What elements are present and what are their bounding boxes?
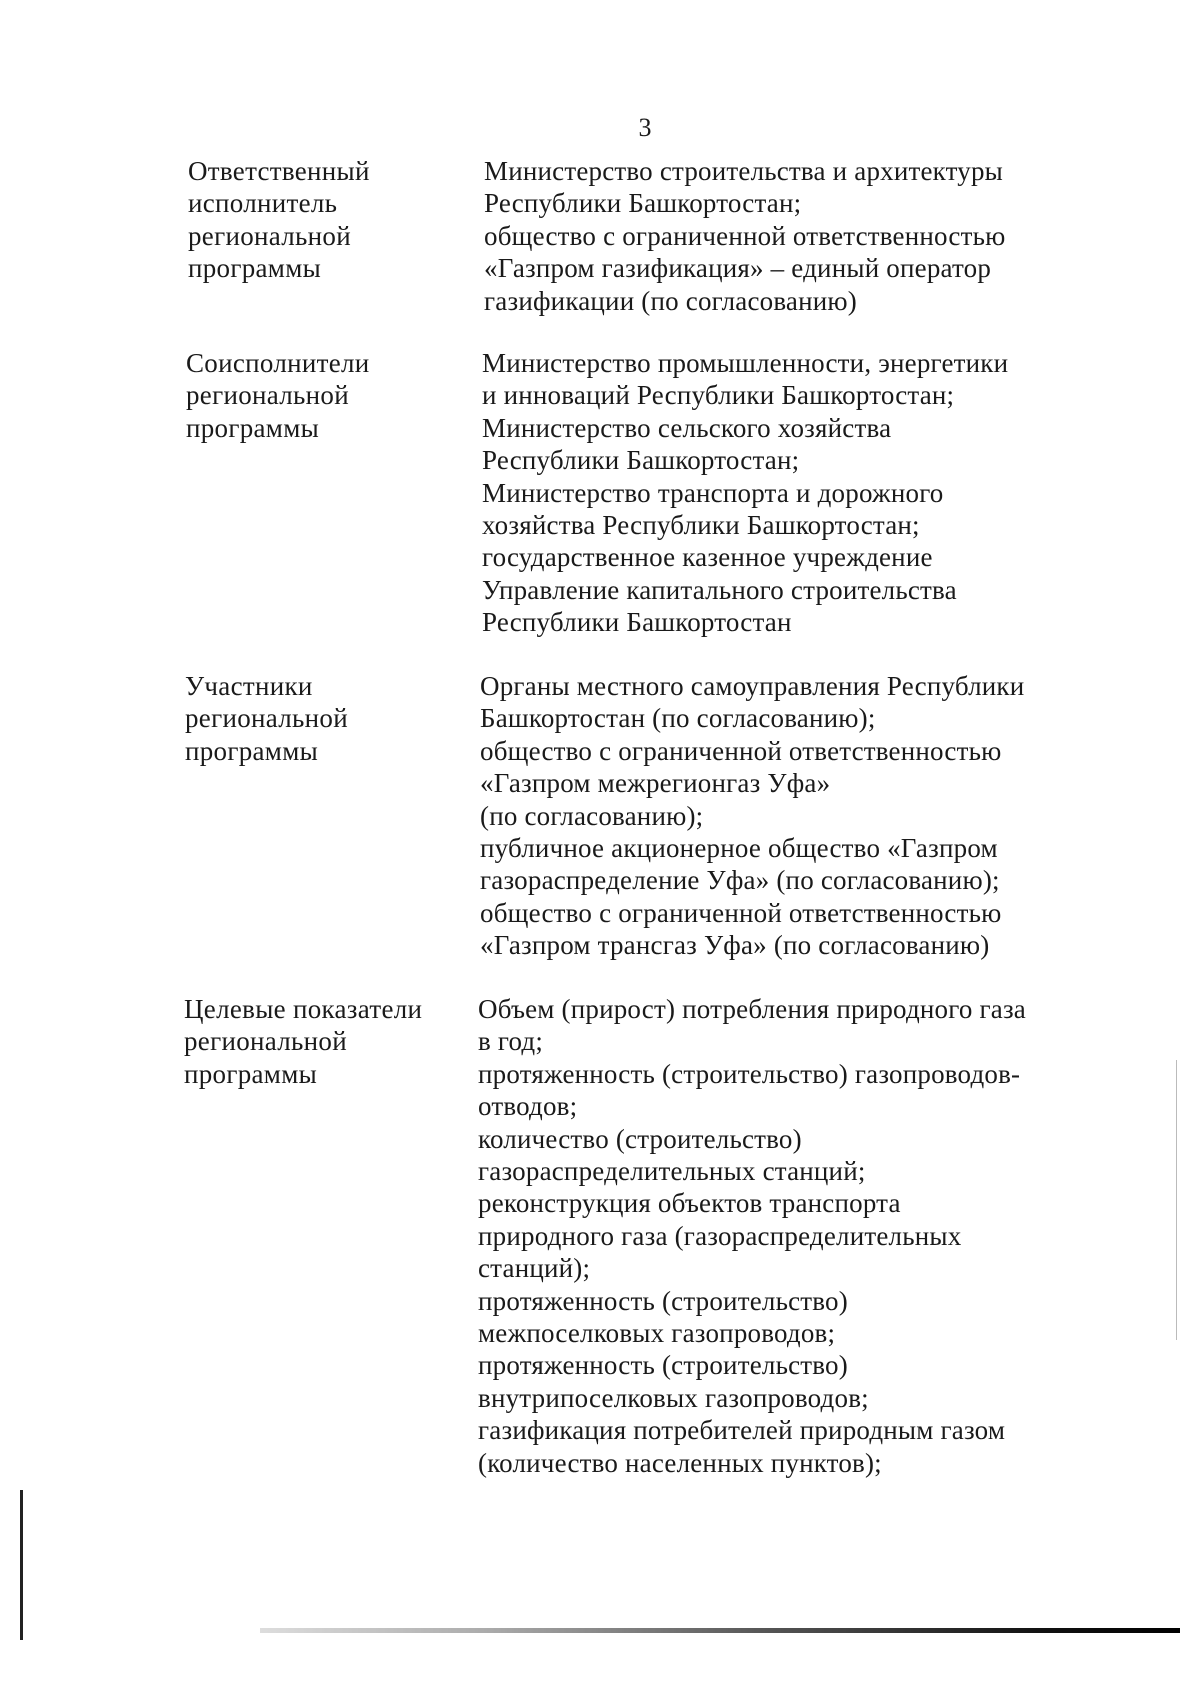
content-line: Республики Башкортостан [482, 607, 792, 638]
label-line: региональной [185, 703, 348, 734]
content-line: природного газа (газораспределительных [478, 1220, 962, 1251]
content-line: общество с ограниченной ответственностью [480, 735, 1002, 766]
label-line: программы [184, 1058, 318, 1089]
content-line: общество с ограниченной ответственностью [484, 220, 1006, 251]
content-line: «Газпром межрегионгаз Уфа» [480, 768, 831, 799]
content-line: Министерство сельского хозяйства [482, 412, 892, 443]
section-content [484, 155, 1104, 317]
content-line: газораспределение Уфа» (по согласованию); [480, 865, 1000, 896]
page-number: 3 [638, 113, 652, 142]
label-line: Участники [185, 671, 313, 701]
content-line: Республики Башкортостан; [482, 445, 800, 476]
content-line: хозяйства Республики Башкортостан; [482, 510, 920, 541]
label-line: региональной [186, 380, 349, 411]
section-content [480, 670, 1100, 962]
content-line: межпоселковых газопроводов; [478, 1318, 836, 1349]
content-line: станций); [478, 1253, 591, 1284]
content-line: Министерство строительства и архитектуры [484, 156, 1004, 186]
content-line: протяженность (строительство) [478, 1285, 848, 1316]
content-line: государственное казенное учреждение [482, 542, 933, 573]
label-line: региональной [184, 1026, 347, 1057]
label-line: программы [188, 253, 322, 284]
content-line: Министерство транспорта и дорожного [482, 477, 944, 508]
section-content [478, 993, 1098, 1479]
label-line: Соисполнители [186, 348, 370, 378]
section-label [184, 993, 454, 1090]
section-label [185, 670, 455, 767]
content-line: газораспределительных станций; [478, 1156, 866, 1187]
content-line: (по согласованию); [480, 800, 704, 831]
content-line: Органы местного самоуправления Республики [480, 671, 1025, 701]
content-line: реконструкция объектов транспорта [478, 1188, 901, 1219]
content-line: в год; [478, 1026, 544, 1057]
content-line: «Газпром трансгаз Уфа» (по согласованию) [480, 930, 990, 961]
content-line: Республики Башкортостан; [484, 188, 802, 219]
content-line: протяженность (строительство) [478, 1350, 848, 1381]
label-line: Целевые показатели [184, 994, 423, 1024]
content-line: общество с ограниченной ответственностью [480, 897, 1002, 928]
content-line: количество (строительство) [478, 1123, 802, 1154]
content-line: Управление капитального строительства [482, 574, 957, 605]
section-label [188, 155, 458, 285]
section-content [482, 347, 1102, 639]
content-line: газификация потребителей природным газом [478, 1415, 1006, 1446]
content-line: (количество населенных пунктов); [478, 1447, 882, 1478]
content-line: публичное акционерное общество «Газпром [480, 833, 998, 864]
scan-edge-right [1176, 1060, 1177, 1340]
content-line: «Газпром газификация» – единый оператор [484, 253, 992, 284]
content-line: внутрипоселковых газопроводов; [478, 1382, 869, 1413]
label-line: исполнитель [188, 188, 338, 219]
scan-edge-bottom [260, 1628, 1180, 1633]
label-line: программы [186, 412, 320, 443]
section-label [186, 347, 456, 444]
content-line: отводов; [478, 1091, 578, 1122]
scan-edge-left [20, 1490, 23, 1640]
content-line: газификации (по согласованию) [484, 285, 857, 316]
label-line: региональной [188, 220, 351, 251]
label-line: программы [185, 735, 319, 766]
content-line: и инноваций Республики Башкортостан; [482, 380, 955, 411]
content-line: Министерство промышленности, энергетики [482, 348, 1009, 378]
content-line: Башкортостан (по согласованию); [480, 703, 876, 734]
label-line: Ответственный [188, 156, 370, 186]
content-line: протяженность (строительство) газопроводов- [478, 1058, 1021, 1089]
content-line: Объем (прирост) потребления природного газа [478, 994, 1026, 1024]
